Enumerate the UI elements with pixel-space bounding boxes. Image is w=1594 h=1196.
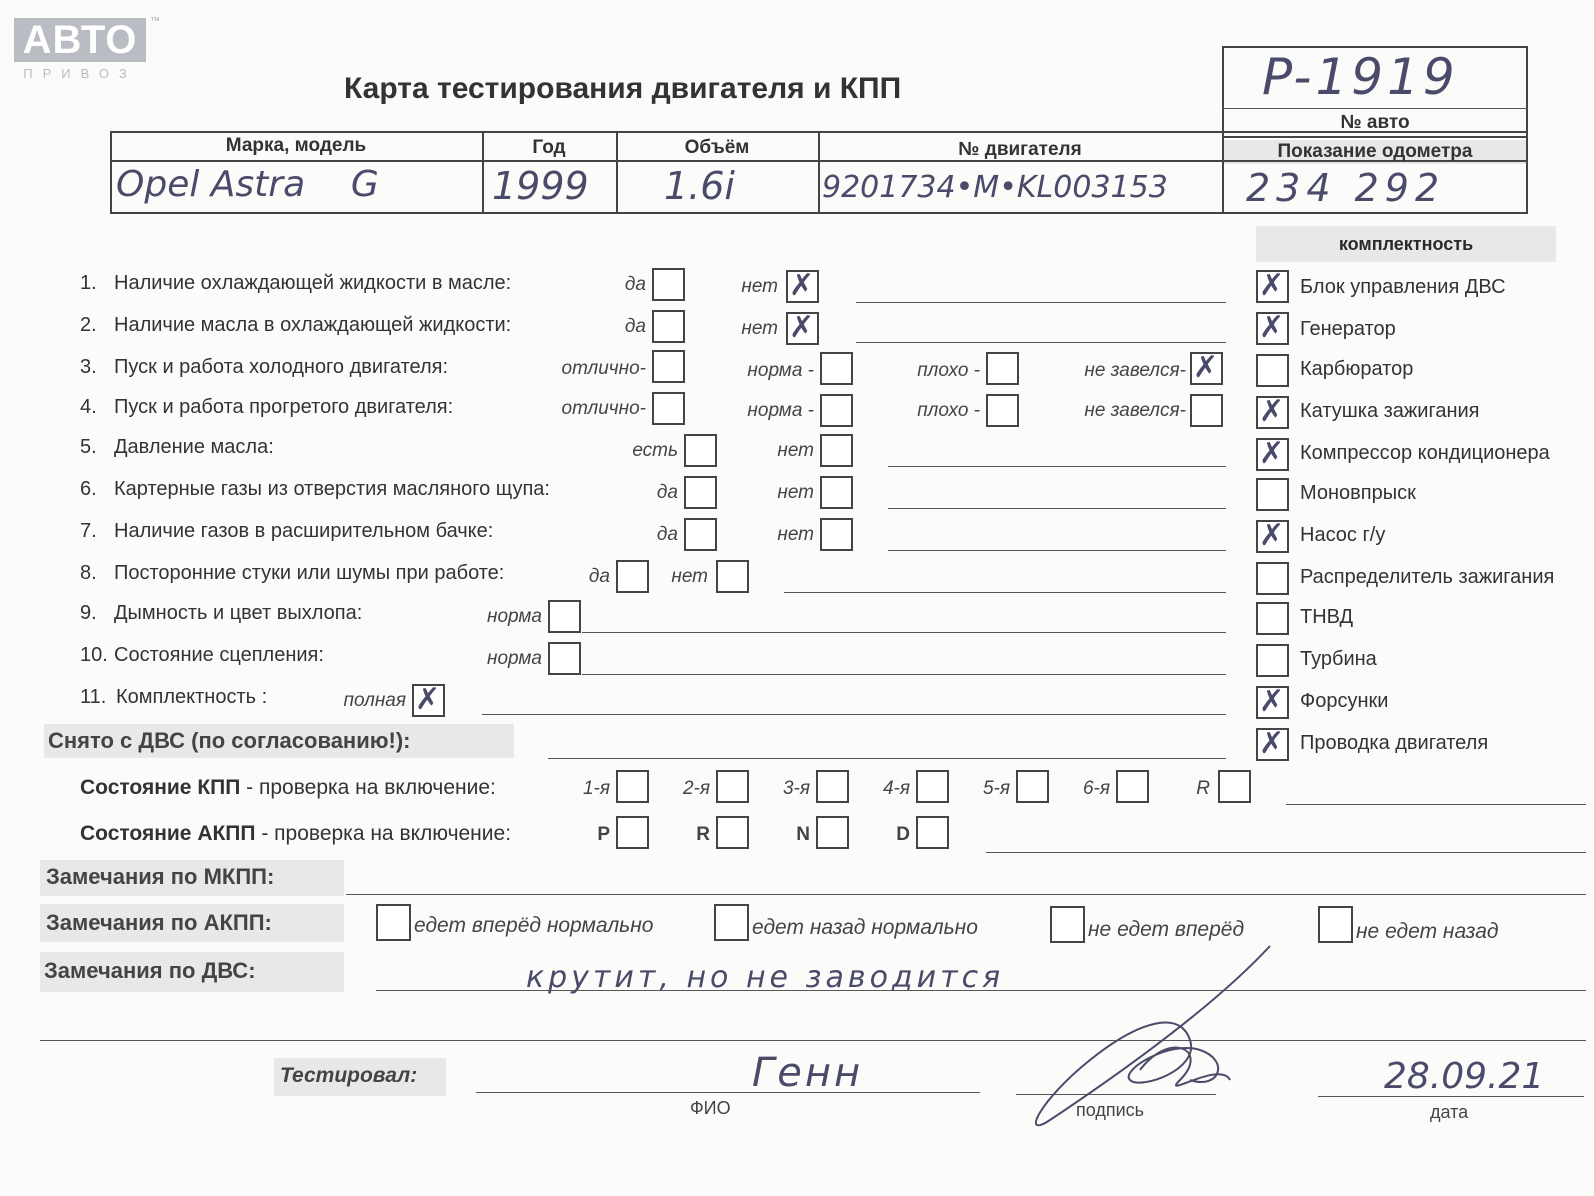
item-5-number: 5.: [80, 436, 97, 458]
akpp-opt-no-forward-box[interactable]: [1050, 906, 1085, 943]
kpp-gear-1: 1-я: [582, 778, 610, 799]
year-value: 1999: [492, 164, 589, 208]
item-9-text: Дымность и цвет выхлопа:: [114, 602, 363, 624]
component-box-distributor[interactable]: [1256, 562, 1289, 595]
item-6-opt-yes: да: [656, 482, 678, 503]
item-9-box-normal[interactable]: [548, 600, 581, 633]
item-6-box-no[interactable]: [820, 476, 853, 509]
item-3-box-excellent[interactable]: [652, 350, 685, 383]
component-box-injectors[interactable]: [1256, 686, 1289, 719]
akpp-mode-r-box[interactable]: [716, 816, 749, 849]
item-2-box-no[interactable]: [786, 312, 819, 345]
item-2-box-yes[interactable]: [652, 310, 685, 343]
akpp-mode-r: R: [696, 824, 710, 845]
item-3-box-bad[interactable]: [986, 352, 1019, 385]
tested-name: Генн: [752, 1050, 864, 1096]
item-7-opt-yes: да: [656, 524, 678, 545]
item-5-text: Давление масла:: [114, 436, 274, 458]
component-label-ecu: Блок управления ДВС: [1300, 276, 1506, 298]
akpp-mode-n-box[interactable]: [816, 816, 849, 849]
kpp-gear-4-box[interactable]: [916, 770, 949, 803]
akpp-opt-no-back: не едет назад: [1356, 920, 1499, 943]
component-label-ignition-coil: Катушка зажигания: [1300, 400, 1480, 422]
akpp-opt-no-back-box[interactable]: [1318, 906, 1353, 943]
component-label-distributor: Распределитель зажигания: [1300, 566, 1555, 588]
item-4-box-not-started[interactable]: [1190, 394, 1223, 427]
akpp-mode-d-box[interactable]: [916, 816, 949, 849]
akpp-label-bold: Состояние АКПП: [80, 822, 256, 845]
component-label-injectors: Форсунки: [1300, 690, 1389, 712]
item-3-text: Пуск и работа холодного двигателя:: [114, 356, 449, 378]
header-volume: Объём: [684, 137, 750, 158]
item-6-text: Картерные газы из отверстия масляного щупа:: [114, 478, 550, 500]
item-1-box-yes[interactable]: [652, 268, 685, 301]
item-10-opt-normal: норма: [487, 648, 542, 669]
logo-tm: ™: [150, 16, 160, 27]
item-4-opt-bad: плохо -: [917, 400, 980, 421]
logo-text: АВТО: [14, 18, 146, 62]
akpp-label: [80, 822, 511, 846]
item-3-box-not-started[interactable]: [1190, 352, 1223, 385]
item-8-text: Посторонние стуки или шумы при работе:: [114, 562, 505, 584]
item-3-number: 3.: [80, 356, 97, 378]
date-value: 28.09.21: [1384, 1056, 1545, 1097]
auto-number-value: P-1919: [1262, 48, 1459, 106]
kpp-gear-r: R: [1196, 778, 1210, 799]
remarks-mkpp-label: Замечания по МКПП:: [46, 864, 275, 889]
component-label-carburetor: Карбюратор: [1300, 358, 1414, 380]
item-6-number: 6.: [80, 478, 97, 500]
kpp-gear-2: 2-я: [682, 778, 710, 799]
component-label-wiring: Проводка двигателя: [1300, 732, 1489, 754]
kpp-gear-4: 4-я: [882, 778, 910, 799]
item-1-opt-no: нет: [741, 276, 778, 297]
item-2-number: 2.: [80, 314, 97, 336]
tested-label: Тестировал:: [280, 1064, 418, 1087]
odometer-value: 234 292: [1246, 166, 1446, 210]
sign-label: подпись: [1076, 1100, 1145, 1120]
item-3-box-normal[interactable]: [820, 352, 853, 385]
item-4-text: Пуск и работа прогретого двигателя:: [114, 396, 454, 418]
item-11-opt-full: полная: [343, 690, 406, 711]
item-11-text: Комплектность :: [116, 686, 268, 708]
header-engine: № двигателя: [958, 139, 1082, 160]
item-7-box-no[interactable]: [820, 518, 853, 551]
page-title: Карта тестирования двигателя и КПП: [344, 72, 902, 105]
date-label: дата: [1430, 1102, 1469, 1122]
component-box-carburetor[interactable]: [1256, 354, 1289, 387]
fio-label: ФИО: [690, 1098, 731, 1118]
logo: [14, 18, 164, 86]
item-7-text: Наличие газов в расширительном бачке:: [114, 520, 494, 542]
item-1-text: Наличие охлаждающей жидкости в масле:: [114, 272, 512, 294]
signature-scribble: [1020, 940, 1320, 1150]
item-8-number: 8.: [80, 562, 97, 584]
item-4-box-excellent[interactable]: [652, 392, 685, 425]
akpp-opt-back-ok-box[interactable]: [714, 904, 749, 941]
completeness-title: комплектность: [1338, 234, 1474, 254]
akpp-opt-forward-ok: едет вперёд нормально: [414, 914, 654, 937]
component-label-generator: Генератор: [1300, 318, 1396, 340]
item-4-opt-not-started: не завелся-: [1084, 400, 1186, 421]
kpp-gear-6: 6-я: [1082, 778, 1110, 799]
kpp-label: [80, 776, 496, 800]
kpp-gear-3-box[interactable]: [816, 770, 849, 803]
item-5-box-no[interactable]: [820, 434, 853, 467]
item-5-box-yes[interactable]: [684, 434, 717, 467]
item-8-opt-no: нет: [671, 566, 708, 587]
remarks-dvs-value: крутит, но не заводится: [526, 960, 1005, 995]
item-5-opt-yes: есть: [632, 440, 678, 461]
component-box-ecu[interactable]: [1256, 270, 1289, 303]
component-label-ac-compressor: Компрессор кондиционера: [1300, 442, 1550, 464]
item-1-number: 1.: [80, 272, 97, 294]
kpp-gear-3: 3-я: [782, 778, 810, 799]
item-4-number: 4.: [80, 396, 97, 418]
kpp-gear-2-box[interactable]: [716, 770, 749, 803]
akpp-mode-n: N: [796, 824, 810, 845]
kpp-gear-1-box[interactable]: [616, 770, 649, 803]
item-1-opt-yes: да: [624, 274, 646, 295]
component-box-mono-injection[interactable]: [1256, 478, 1289, 511]
item-10-box-normal[interactable]: [548, 642, 581, 675]
item-10-text: Состояние сцепления:: [114, 644, 324, 666]
item-3-opt-not-started: не завелся-: [1084, 360, 1186, 381]
component-label-tnvd: ТНВД: [1300, 606, 1354, 628]
item-1-box-no[interactable]: [786, 270, 819, 303]
component-box-ac-compressor[interactable]: [1256, 438, 1289, 471]
item-9-number: 9.: [80, 602, 97, 624]
header-year: Год: [532, 137, 566, 158]
component-box-ps-pump[interactable]: [1256, 520, 1289, 553]
item-2-opt-no: нет: [741, 318, 778, 339]
logo-subtitle: ПРИВОЗ: [23, 66, 137, 81]
kpp-gear-5-box[interactable]: [1016, 770, 1049, 803]
component-box-tnvd[interactable]: [1256, 602, 1289, 635]
item-3-opt-normal: норма -: [747, 360, 814, 381]
item-7-opt-no: нет: [777, 524, 814, 545]
akpp-opt-forward-ok-box[interactable]: [376, 904, 411, 941]
akpp-opt-no-forward: не едет вперёд: [1088, 918, 1245, 941]
remarks-dvs-label: Замечания по ДВС:: [44, 958, 256, 983]
kpp-gear-r-box[interactable]: [1218, 770, 1251, 803]
akpp-mode-d: D: [896, 824, 910, 845]
auto-number-label: № авто: [1340, 112, 1410, 133]
header-make: Марка, модель: [225, 135, 367, 156]
item-8-box-no[interactable]: [716, 560, 749, 593]
item-2-text: Наличие масла в охлаждающей жидкости:: [114, 314, 512, 336]
item-6-box-yes[interactable]: [684, 476, 717, 509]
akpp-mode-p-box[interactable]: [616, 816, 649, 849]
item-5-opt-no: нет: [777, 440, 814, 461]
component-box-generator[interactable]: [1256, 312, 1289, 345]
item-6-opt-no: нет: [777, 482, 814, 503]
item-3-opt-bad: плохо -: [917, 360, 980, 381]
kpp-gear-6-box[interactable]: [1116, 770, 1149, 803]
kpp-gear-5: 5-я: [982, 778, 1010, 799]
akpp-mode-p: P: [597, 824, 610, 845]
item-9-opt-normal: норма: [487, 606, 542, 627]
item-4-opt-normal: норма -: [747, 400, 814, 421]
removed-label: Снято с ДВС (по согласованию!):: [48, 728, 411, 753]
item-8-box-yes[interactable]: [616, 560, 649, 593]
component-label-mono-injection: Моновпрыск: [1300, 482, 1416, 504]
item-4-opt-excellent: отлично-: [561, 398, 646, 419]
kpp-label-bold: Состояние КПП: [80, 776, 241, 799]
component-label-ps-pump: Насос г/у: [1300, 524, 1386, 546]
item-7-box-yes[interactable]: [684, 518, 717, 551]
item-4-box-normal[interactable]: [820, 394, 853, 427]
engine-value: 9201734•M•KL003153: [822, 170, 1168, 205]
item-2-opt-yes: да: [624, 316, 646, 337]
make-value: Opel Astra G: [116, 164, 379, 205]
item-8-opt-yes: да: [588, 566, 610, 587]
item-4-box-bad[interactable]: [986, 394, 1019, 427]
volume-value: 1.6i: [664, 164, 735, 208]
kpp-label-rest: - проверка на включение:: [240, 776, 496, 799]
item-11-box-full[interactable]: [412, 684, 445, 717]
item-3-opt-excellent: отлично-: [561, 358, 646, 379]
akpp-opt-back-ok: едет назад нормально: [752, 916, 978, 939]
component-box-turbine[interactable]: [1256, 644, 1289, 677]
component-label-turbine: Турбина: [1300, 648, 1377, 670]
item-7-number: 7.: [80, 520, 97, 542]
header-odometer: Показание одометра: [1277, 141, 1473, 162]
item-11-number: 11.: [80, 686, 107, 708]
item-10-number: 10.: [80, 644, 108, 666]
akpp-label-rest: - проверка на включение:: [255, 822, 512, 845]
component-box-ignition-coil[interactable]: [1256, 396, 1289, 429]
component-box-wiring[interactable]: [1256, 728, 1289, 761]
remarks-akpp-label: Замечания по АКПП:: [46, 910, 272, 935]
